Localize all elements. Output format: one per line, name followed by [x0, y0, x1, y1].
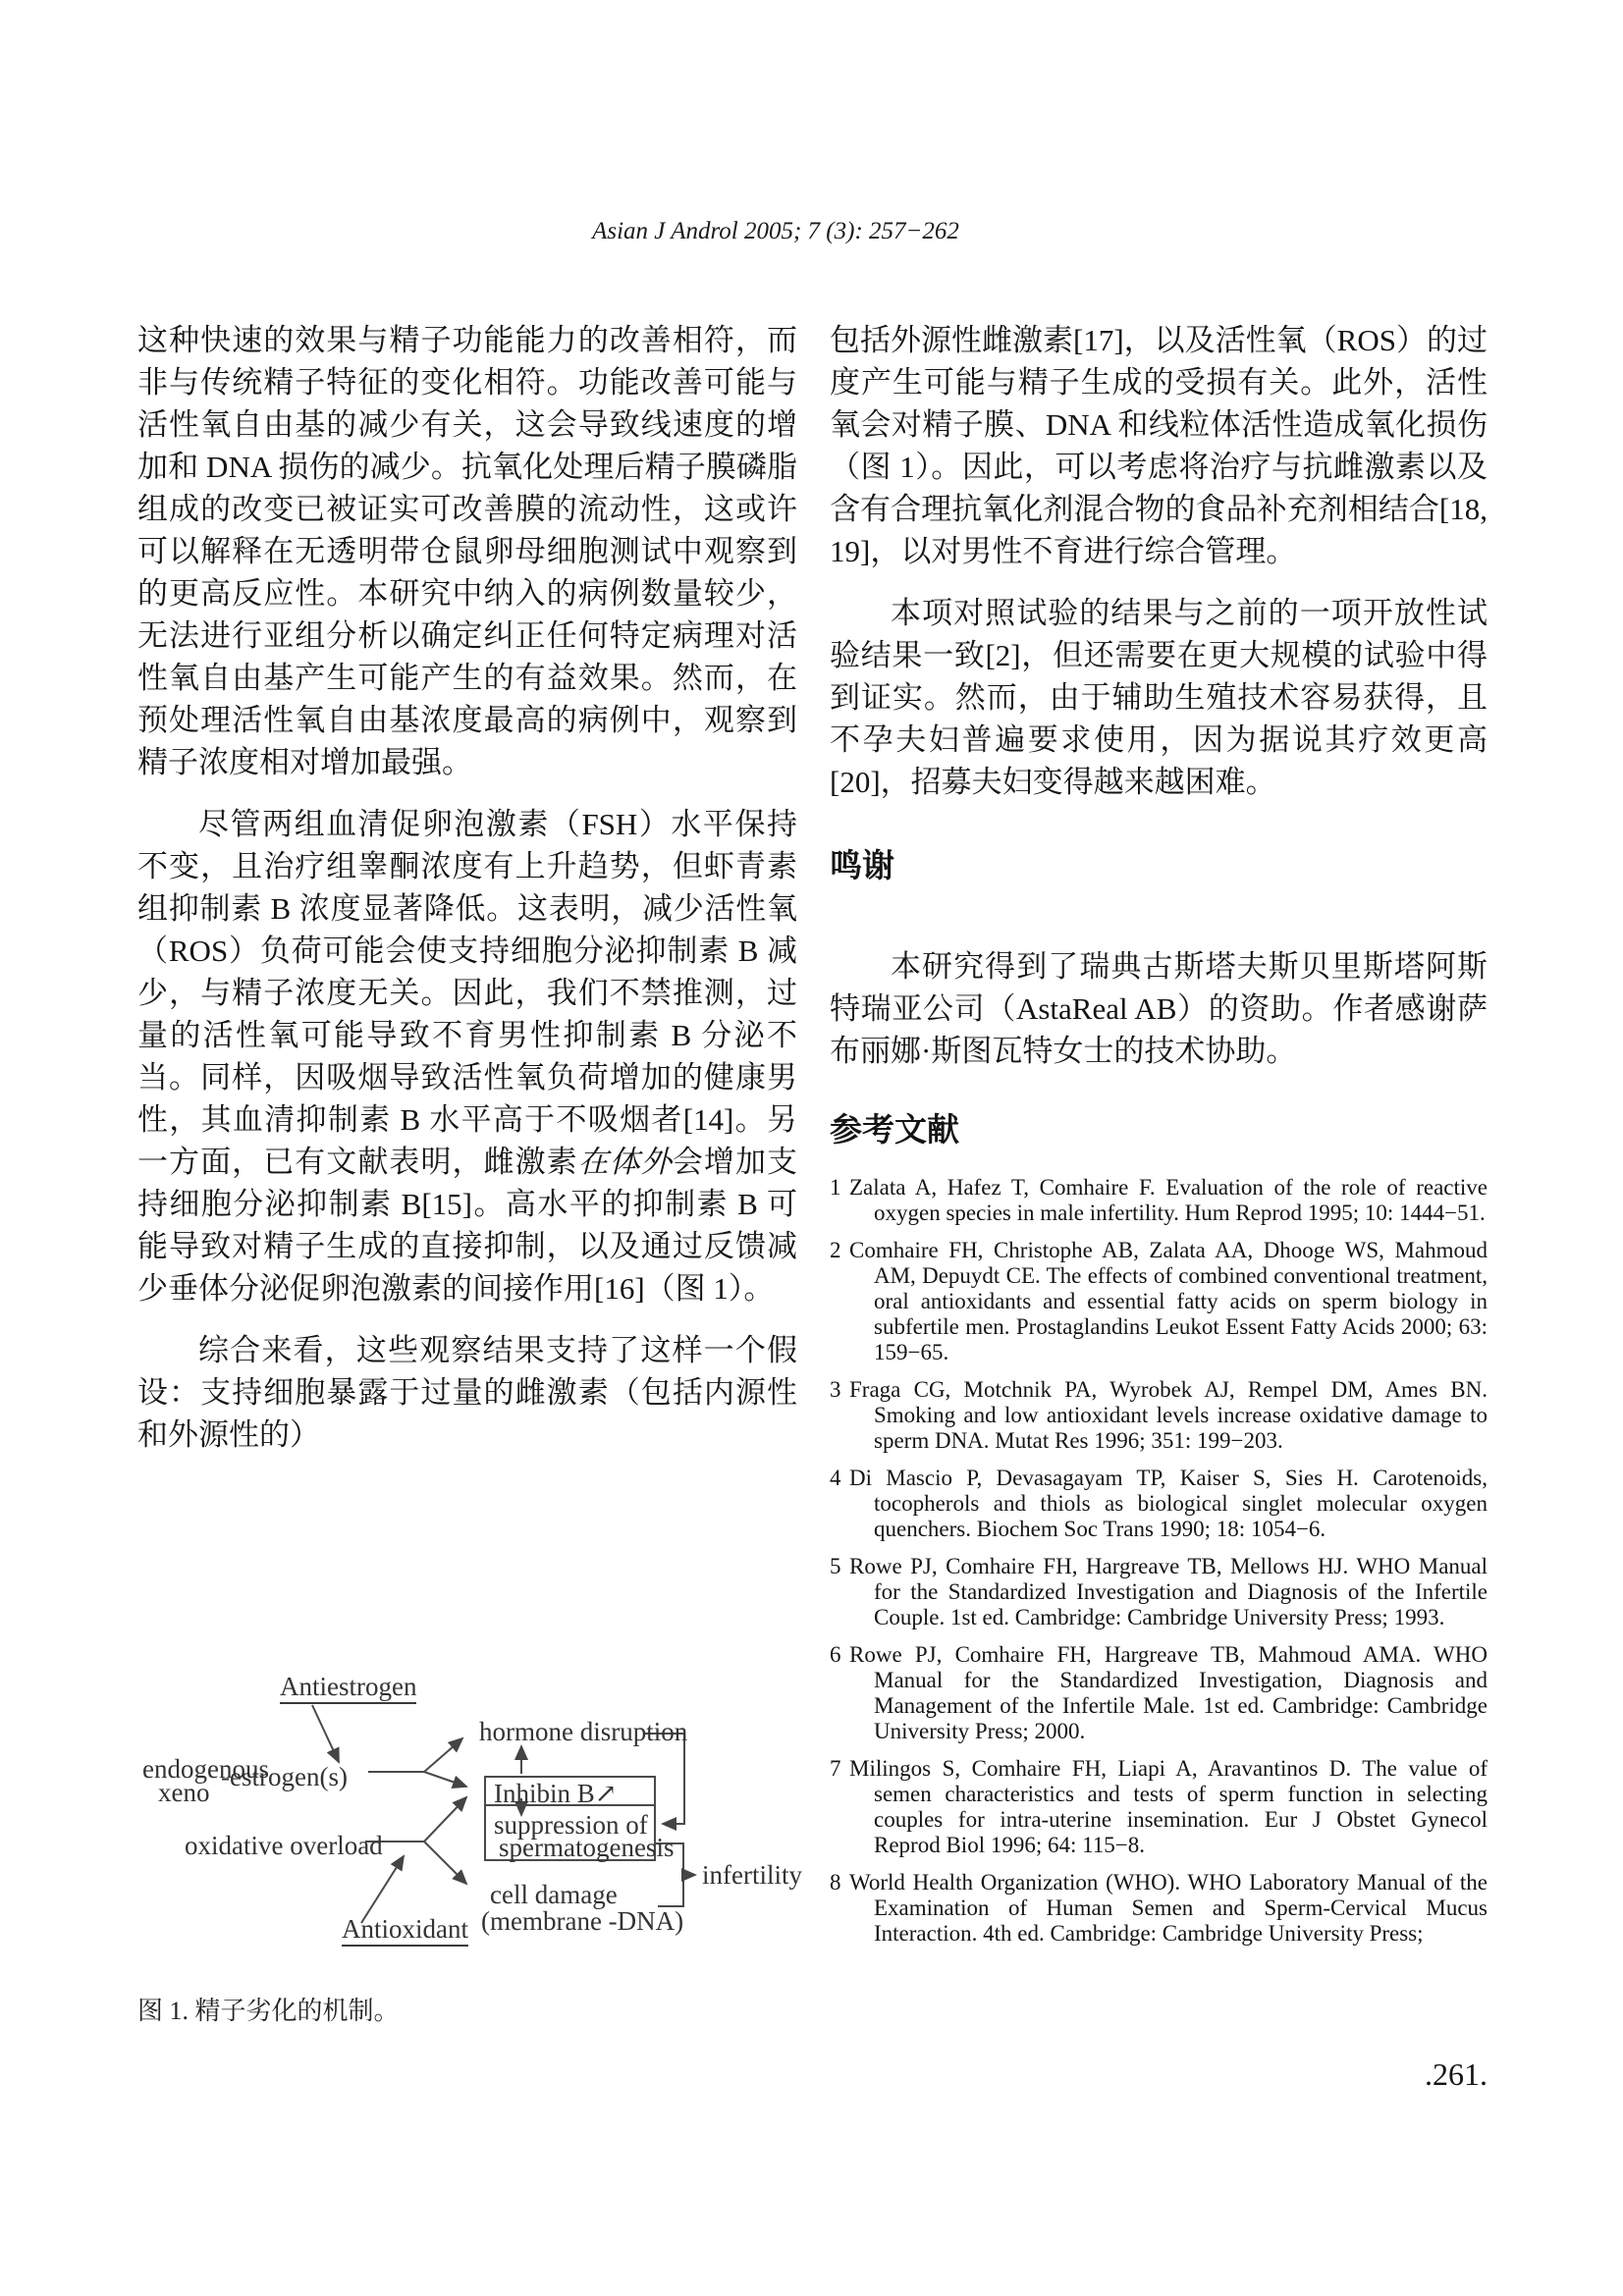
- figure-label-inhibin-b: [494, 1779, 617, 1808]
- figure-label-endogenous: endogenous: [142, 1754, 269, 1784]
- figure-arrows: [133, 1664, 800, 1953]
- reference-text: Milingos S, Comhaire FH, Liapi A, Aravantinos D. The value of semen characteristics and tests of sperm function in selecting couples for intra-uterine insemination. Eur J Obstet Gynecol Reprod Biol 1996; 64: 115−8.: [849, 1756, 1488, 1857]
- figure-label-antiestrogen: Antiestrogen: [280, 1672, 416, 1704]
- figure-label-hormone-disruption: hormone disruption: [479, 1717, 688, 1746]
- reference-number: 3: [830, 1377, 841, 1402]
- paragraph-2-segment-b: 会增加支持细胞分泌抑制素 B[15]。高水平的抑制素 B 可能导致对精子生成的直接抑制，以及通过反馈减少垂体分泌促卵泡激素的间接作用[16]（图 1）。: [137, 1145, 798, 1306]
- figure-label-infertility: infertility: [702, 1860, 802, 1890]
- increase-arrow-icon: ↗: [594, 1779, 618, 1808]
- figure-label-antioxidant: Antioxidant: [342, 1914, 468, 1947]
- acknowledgements-text: 本研究得到了瑞典古斯塔夫斯贝里斯塔阿斯特瑞亚公司（AstaReal AB）的资助。作者感谢萨布丽娜·斯图瓦特女士的技术协助。: [830, 949, 1488, 1068]
- reference-number: 8: [830, 1870, 841, 1895]
- reference-number: 4: [830, 1466, 841, 1490]
- reference-item: [830, 1870, 1488, 1947]
- acknowledgements-heading: 鸣谢: [830, 849, 894, 884]
- reference-text: Rowe PJ, Comhaire FH, Hargreave TB, Mahmoud AMA. WHO Manual for the Standardized Investigation, Diagnosis and Management of the Infertile Male. 1st ed. Cambridge: Cambridge University Press; 2000.: [849, 1642, 1488, 1743]
- reference-item: [830, 1642, 1488, 1744]
- reference-item: [830, 1554, 1488, 1630]
- reference-text: Zalata A, Hafez T, Comhaire F. Evaluation of the role of reactive oxygen species in male infertility. Hum Reprod 1995; 10: 1444−51.: [849, 1175, 1488, 1225]
- running-head: Asian J Androl 2005; 7 (3): 257−262: [592, 218, 959, 244]
- in-vitro-italic: 在体外: [577, 1145, 673, 1179]
- figure-1-diagram: [133, 1664, 800, 1953]
- reference-number: 5: [830, 1554, 841, 1578]
- left-column: [137, 319, 797, 1456]
- paragraph-discussion-3: 综合来看，这些观察结果支持了这样一个假设：支持细胞暴露于过量的雌激素（包括内源性和外源性的）: [137, 1333, 797, 1452]
- figure-caption: 图 1. 精子劣化的机制。: [137, 1997, 400, 2025]
- figure-label-cell-damage: cell damage: [490, 1880, 618, 1909]
- reference-text: Comhaire FH, Christophe AB, Zalata AA, Dhooge WS, Mahmoud AM, Depuydt CE. The effects of combined conventional treatment, oral antioxidants and essential fatty acids on sperm biology in subfertile men. Prostaglandins Leukot Essent Fatty Acids 2000; 63: 159−65.: [849, 1238, 1488, 1364]
- paragraph-discussion-4: 包括外源性雌激素[17]，以及活性氧（ROS）的过度产生可能与精子生成的受损有关。此外，活性氧会对精子膜、DNA 和线粒体活性造成氧化损伤（图 1）。因此，可以考虑将治疗与抗雌激素以及含有合理抗氧化剂混合物的食品补充剂相结合[18, 19]，以对男性不育进行综合管理。: [830, 323, 1488, 568]
- right-column: [830, 319, 1488, 1958]
- paragraph-2-segment-a: 尽管两组血清促卵泡激素（FSH）水平保持不变，且治疗组睾酮浓度有上升趋势，但虾青素组抑制素 B 浓度显著降低。这表明，减少活性氧（ROS）负荷可能会使支持细胞分泌抑制素 B 减少，与精子浓度无关。因此，我们不禁推测，过量的活性氧可能导致不育男性抑制素 B 分泌不当。同样，因吸烟导致活性氧负荷增加的健康男性，其血清抑制素 B 水平高于不吸烟者[14]。另一方面，已有文献表明，雌激素: [137, 807, 797, 1179]
- reference-text: Rowe PJ, Comhaire FH, Hargreave TB, Mellows HJ. WHO Manual for the Standardized Investigation and Diagnosis of the Infertile Couple. 1st ed. Cambridge: Cambridge University Press; 1993.: [849, 1554, 1488, 1629]
- paragraph-discussion-2: [137, 803, 797, 1309]
- references-heading: 参考文献: [830, 1113, 959, 1148]
- figure-label-membrane-dna: (membrane -DNA): [481, 1906, 684, 1936]
- page-number: .261.: [1425, 2056, 1488, 2092]
- reference-item: [830, 1175, 1488, 1226]
- paragraph-discussion-1: 这种快速的效果与精子功能能力的改善相符，而非与传统精子特征的变化相符。功能改善可能与活性氧自由基的减少有关，这会导致线速度的增加和 DNA 损伤的减少。抗氧化处理后精子膜磷脂组成的改变已被证实可改善膜的流动性，这或许可以解释在无透明带仓鼠卵母细胞测试中观察到的更高反应性。本研究中纳入的病例数量较少，无法进行亚组分析以确定纠正任何特定病理对活性氧自由基产生可能产生的有益效果。然而，在预处理活性氧自由基浓度最高的病例中，观察到精子浓度相对增加最强。: [137, 323, 797, 779]
- reference-list: [830, 1175, 1488, 1947]
- reference-text: Di Mascio P, Devasagayam TP, Kaiser S, Sies H. Carotenoids, tocopherols and thiols as biological singlet molecular oxygen quenchers. Biochem Soc Trans 1990; 18: 1054−6.: [849, 1466, 1488, 1541]
- figure-label-oxidative-overload: oxidative overload: [185, 1831, 383, 1860]
- reference-number: 7: [830, 1756, 841, 1781]
- figure-label-xeno: xeno: [158, 1778, 210, 1807]
- reference-item: [830, 1238, 1488, 1365]
- reference-number: 2: [830, 1238, 841, 1262]
- reference-item: [830, 1377, 1488, 1454]
- figure-label-estrogens: -estrogen(s): [221, 1762, 348, 1791]
- figure-label-suppression-line1: suppression of: [494, 1810, 648, 1840]
- reference-number: 6: [830, 1642, 841, 1667]
- reference-text: World Health Organization (WHO). WHO Laboratory Manual of the Examination of Human Semen and Sperm-Cervical Mucus Interaction. 4th ed. Cambridge: Cambridge University Press;: [849, 1870, 1488, 1946]
- paragraph-discussion-5: 本项对照试验的结果与之前的一项开放性试验结果一致[2]，但还需要在更大规模的试验中得到证实。然而，由于辅助生殖技术容易获得，且不孕夫妇普遍要求使用，因为据说其疗效更高[20]，招募夫妇变得越来越困难。: [830, 596, 1488, 799]
- reference-text: Fraga CG, Motchnik PA, Wyrobek AJ, Rempel DM, Ames BN. Smoking and low antioxidant levels increase oxidative damage to sperm DNA. Mutat Res 1996; 351: 199−203.: [849, 1377, 1488, 1453]
- figure-label-suppression-line2: spermatogenesis: [499, 1833, 675, 1862]
- inhibin-b-text: Inhibin B: [494, 1779, 595, 1808]
- reference-number: 1: [830, 1175, 841, 1200]
- reference-item: [830, 1466, 1488, 1542]
- reference-item: [830, 1756, 1488, 1858]
